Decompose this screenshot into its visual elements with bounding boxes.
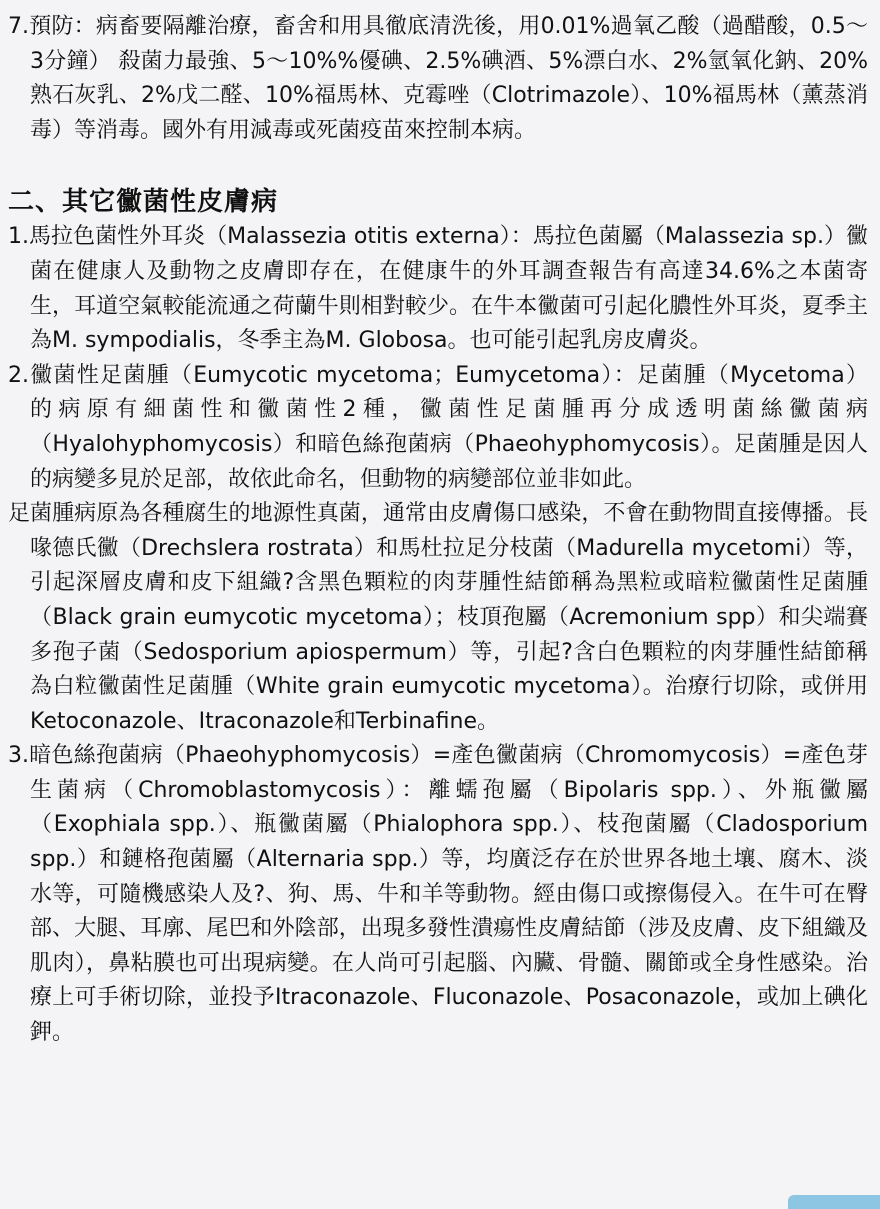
section-heading: 二、其它黴菌性皮膚病 [8, 187, 279, 218]
page-corner-accent [788, 1195, 880, 1209]
prevention-paragraph: 7.預防：病畜要隔離治療，畜舍和用具徹底清洗後，用0.01%過氧乙酸（過醋酸，0.5～3分鐘） 殺菌力最強、5～10%%優碘、2.5%碘酒、5%漂白水、2%氫氧化鈉、20%熟石灰乳、2%戊二醛、10%福馬林、克霉唑（Clotrimazole）、10%福馬林（薰蒸消毒）等消毒。國外有用減毒或死菌疫苗來控制本病。 [8, 14, 868, 143]
item-phaeohyphomycosis: 3.暗色絲孢菌病（Phaeohyphomycosis）=產色黴菌病（Chromomycosis）=產色芽生菌病（Chromoblastomycosis）：離蠕孢屬（Bipolaris spp.）、外瓶黴屬（Exophiala spp.）、瓶黴菌屬（Phialophora spp.）、枝孢菌屬（Cladosporium spp.）和鏈格孢菌屬（Alternaria spp.）等，均廣泛存在於世界各地土壤、腐木、淡水等，可隨機感染人及?、狗、馬、牛和羊等動物。經由傷口或擦傷侵入。在牛可在臀部、大腿、耳廓、尾巴和外陰部，出現多發性潰瘍性皮膚結節（涉及皮膚、皮下組織及肌肉），鼻粘膜也可出現病變。在人尚可引起腦、內臟、骨髓、關節或全身性感染。治療上可手術切除，並投予Itraconazole、Fluconazole、Posaconazole，或加上碘化鉀。 [8, 743, 868, 1046]
paragraph-mycetoma-pathogens: 足菌腫病原為各種腐生的地源性真菌，通常由皮膚傷口感染，不會在動物間直接傳播。長喙德氏黴（Drechslera rostrata）和馬杜拉足分枝菌（Madurella mycetomi）等，引起深層皮膚和皮下組織?含黑色顆粒的肉芽腫性結節稱為黑粒或暗粒黴菌性足菌腫（Black grain eumycotic mycetoma）；枝頂孢屬（Acremonium spp）和尖端賽多孢子菌（Sedosporium apiospermum）等，引起?含白色顆粒的肉芽腫性結節稱為白粒黴菌性足菌腫（White grain eumycotic mycetoma）。治療行切除，或併用Ketoconazole、Itraconazole和Terbinafine。 [8, 501, 868, 734]
item-malassezia-otitis: 1.馬拉色菌性外耳炎（Malassezia otitis externa）：馬拉色菌屬（Malassezia sp.）黴菌在健康人及動物之皮膚即存在，在健康牛的外耳調查報告有高達34.6%之本菌寄生，耳道空氣較能流通之荷蘭牛則相對較少。在牛本黴菌可引起化膿性外耳炎，夏季主為M. sympodialis，冬季主為M. Globosa。也可能引起乳房皮膚炎。 [8, 224, 868, 354]
item-eumycotic-mycetoma: 2.黴菌性足菌腫（Eumycotic mycetoma；Eumycetoma）：足菌腫（Mycetoma）的病原有細菌性和黴菌性2種，黴菌性足菌腫再分成透明菌絲黴菌病（Hyalohyphomycosis）和暗色絲孢菌病（Phaeohyphomycosis）。足菌腫是因人的病變多見於足部，故依此命名，但動物的病變部位並非如此。 [8, 362, 868, 492]
